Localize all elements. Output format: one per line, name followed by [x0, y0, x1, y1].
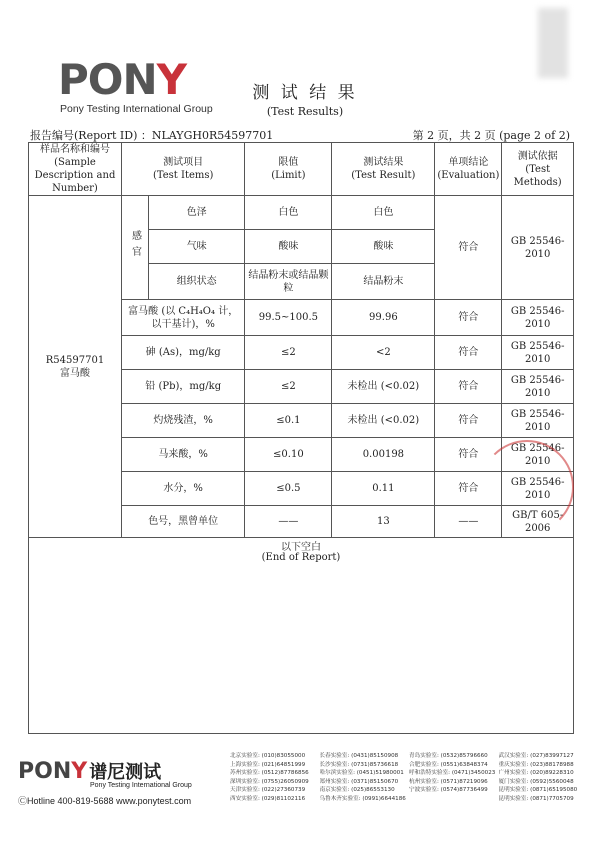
- table-cell: 马来酸，%: [122, 438, 245, 472]
- table-cell: GB 25546-2010: [502, 370, 574, 404]
- footer: [18, 752, 588, 822]
- lab-contact: [409, 795, 499, 804]
- sample-cell: R54597701 富马酸: [29, 196, 122, 538]
- lab-contact: 重庆实验室: (023)88178988: [498, 761, 574, 768]
- table-cell: 13: [332, 506, 435, 538]
- lab-contact: 长春实验室: (0431)85150908: [319, 753, 399, 759]
- table-cell: GB 25546-2010: [502, 336, 574, 370]
- table-cell: 未检出 (<0.02): [332, 404, 435, 438]
- lab-contact: 青岛实验室: (0532)85796660: [409, 753, 488, 759]
- table-cell: GB/T 605-2006: [502, 506, 574, 538]
- lab-contact: 南京实验室: (025)86553130: [319, 787, 395, 794]
- table-cell: 水分，%: [122, 472, 245, 506]
- footer-hotline: ⒸHotline 400-819-5688 www.ponytest.com: [18, 796, 192, 806]
- table-cell: 灼烧残渣，%: [122, 404, 245, 438]
- table-cell: ≤2: [245, 370, 332, 404]
- table-row: [29, 196, 574, 230]
- page-number: 第 2 页，共 2 页 (page 2 of 2): [412, 129, 570, 142]
- lab-contact: 厦门实验室: (0592)5560048: [498, 778, 574, 785]
- lab-contact: 深圳实验室: (0755)26050909: [230, 778, 309, 785]
- lab-contact: 长沙实验室: (0731)85736618: [319, 761, 399, 768]
- table-cell: ——: [435, 506, 502, 538]
- footer-subtitle: Pony Testing International Group: [90, 782, 192, 789]
- table-cell: 铅 (Pb)，mg/kg: [122, 370, 245, 404]
- table-header-row: [29, 143, 574, 196]
- lab-contact: 天津实验室: (022)27360739: [230, 787, 306, 794]
- header-sample: 样品名称和编号 (Sample Description and Number): [29, 143, 122, 196]
- table-cell: ——: [245, 506, 332, 538]
- table-cell: 富马酸 (以 C₄H₄O₄ 计，以干基计)，%: [122, 300, 245, 336]
- lab-contact: 呼和浩特实验室: (0471)3450023: [409, 770, 496, 777]
- lab-contact: 武汉实验室: (027)83997127: [498, 753, 574, 759]
- lab-contact: 昆明实验室: (0871)65195080: [498, 787, 578, 794]
- lab-contact: 乌鲁木齐实验室: (0991)6644186: [319, 795, 406, 802]
- lab-contact: 昆明实验室: (0871)7705709: [498, 795, 574, 802]
- table-cell: 符合: [435, 404, 502, 438]
- lab-list: [230, 752, 588, 804]
- table-cell: 0.00198: [332, 438, 435, 472]
- lab-contact: 杭州实验室: (0571)87219096: [409, 778, 488, 785]
- lab-contact: 北京实验室: (010)83055000: [230, 753, 306, 759]
- table-cell: 砷 (As)，mg/kg: [122, 336, 245, 370]
- lab-contact: 合肥实验室: (0551)63848374: [409, 761, 488, 768]
- title-zh: 测 试 结 果: [252, 83, 358, 103]
- lab-contact: 哈尔滨实验室: (0451)51980001: [319, 770, 404, 777]
- table-cell: GB 25546-2010: [502, 404, 574, 438]
- table-cell: 符合: [435, 472, 502, 506]
- table-cell: 色泽: [149, 196, 245, 230]
- pony-logo: PONY Pony Testing International Group: [58, 55, 213, 115]
- table-cell: 酸味: [332, 230, 435, 264]
- end-marker-zh: 以下空白: [281, 542, 321, 553]
- table-cell: 99.96: [332, 300, 435, 336]
- lab-contact: 上海实验室: (021)64851999: [230, 761, 306, 768]
- table-cell: 白色: [245, 196, 332, 230]
- table-cell: GB 25546-2010: [502, 300, 574, 336]
- lab-contact: 西安实验室: (029)81102116: [230, 795, 306, 802]
- lab-contact: 宁波实验室: (0574)87736499: [409, 787, 488, 794]
- table-cell: ≤0.1: [245, 404, 332, 438]
- table-cell: 气味: [149, 230, 245, 264]
- end-marker-en: (End of Report): [261, 552, 341, 563]
- table-cell: 结晶粉末: [332, 264, 435, 300]
- sense-method: GB 25546-2010: [502, 196, 574, 300]
- table-cell: GB 25546-2010: [502, 438, 574, 472]
- table-cell: 符合: [435, 438, 502, 472]
- header-limit: 限值 (Limit): [245, 143, 332, 196]
- results-table: [28, 142, 574, 538]
- report-id-line: [30, 127, 570, 143]
- table-cell: 符合: [435, 300, 502, 336]
- table-cell: 白色: [332, 196, 435, 230]
- table-cell: 0.11: [332, 472, 435, 506]
- table-cell: 符合: [435, 370, 502, 404]
- lab-contact: 广州实验室: (020)89228310: [498, 770, 574, 777]
- table-cell: GB 25546-2010: [502, 472, 574, 506]
- sense-eval: 符合: [435, 196, 502, 300]
- logo-subtitle: Pony Testing International Group: [60, 103, 213, 115]
- report-id: 报告编号(Report ID) ：NLAYGH0R54597701: [30, 129, 274, 142]
- table-cell: 组织状态: [149, 264, 245, 300]
- header-evaluation: 单项结论 (Evaluation): [435, 143, 502, 196]
- table-cell: ≤2: [245, 336, 332, 370]
- header-result: 测试结果 (Test Result): [332, 143, 435, 196]
- title-en: (Test Results): [266, 105, 344, 118]
- blank-area: [28, 536, 574, 734]
- header-method: 测试依据 (Test Methods): [502, 143, 574, 196]
- table-cell: 色号，黑曾单位: [122, 506, 245, 538]
- document-title: [250, 78, 360, 118]
- table-cell: ≤0.10: [245, 438, 332, 472]
- lab-contact: 苏州实验室: (0512)87786856: [230, 770, 309, 777]
- footer-logo: PONY 谱尼测试: [18, 759, 162, 784]
- lab-contact: 郑州实验室: (0371)85150670: [319, 778, 399, 785]
- table-cell: 酸味: [245, 230, 332, 264]
- blurred-region: [538, 8, 568, 78]
- table-cell: 未检出 (<0.02): [332, 370, 435, 404]
- header-items: 测试项目 (Test Items): [122, 143, 245, 196]
- table-cell: 符合: [435, 336, 502, 370]
- table-cell: 99.5~100.5: [245, 300, 332, 336]
- table-cell: ≤0.5: [245, 472, 332, 506]
- table-cell: <2: [332, 336, 435, 370]
- sense-cell: 感官: [122, 196, 149, 300]
- table-cell: 结晶粉末或结晶颗粒: [245, 264, 332, 300]
